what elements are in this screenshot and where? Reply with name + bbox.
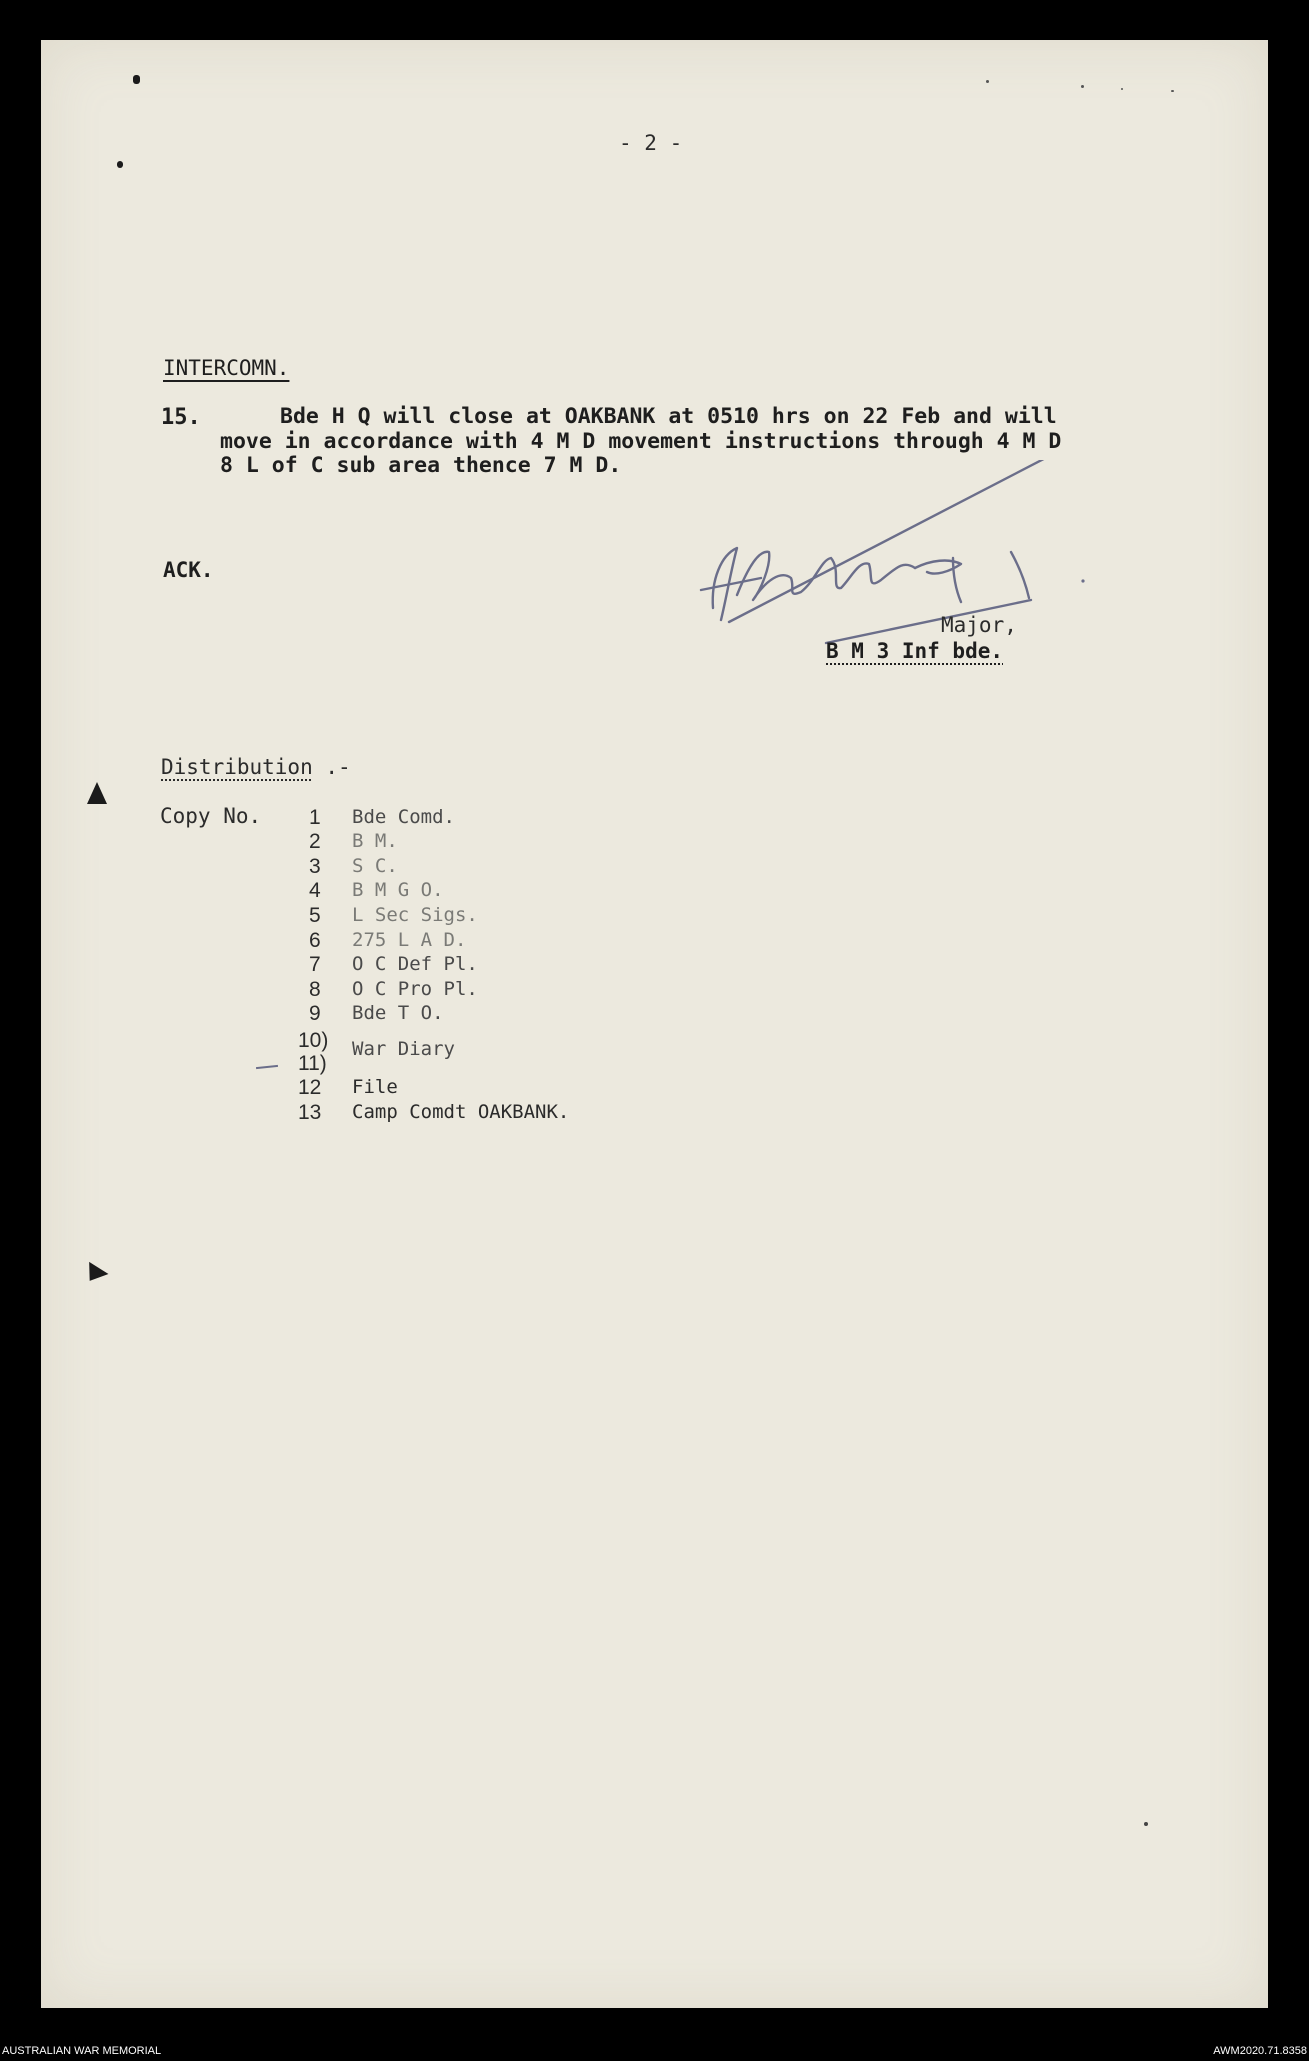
ink-speck (1144, 1822, 1148, 1826)
signatory-rank: Major, (941, 613, 1017, 637)
copy-recipient: O C Pro Pl. (352, 978, 478, 1000)
paragraph-line-1: Bde H Q will close at OAKBANK at 0510 hrs on 22 Feb and will (280, 404, 1057, 429)
paragraph-line-3: 8 L of C sub area thence 7 M D. (220, 453, 622, 478)
copy-recipient: Bde Comd. (352, 806, 455, 828)
copy-number: 2 (309, 830, 321, 853)
copy-recipient: O C Def Pl. (352, 953, 478, 975)
footer-institution: AUSTRALIAN WAR MEMORIAL (2, 2045, 162, 2057)
handwritten-signature (691, 460, 1111, 663)
copy-number: 12 (298, 1076, 322, 1099)
copy-number: 4 (309, 879, 321, 902)
copy-number: 5 (309, 904, 321, 927)
copy-number: 7 (309, 953, 321, 976)
copy-recipient: Bde T O. (352, 1002, 444, 1024)
copy-recipient: File (352, 1076, 398, 1098)
distribution-heading (161, 757, 351, 778)
punch-mark-mid (87, 782, 107, 804)
footer-reference: AWM2020.71.8358 (1213, 2045, 1307, 2057)
copy-number: 11) (298, 1052, 327, 1075)
punch-mark-small (117, 161, 123, 168)
ink-speck (1081, 85, 1084, 88)
copy-recipient: B M G O. (352, 879, 444, 901)
paragraph-line-2: move in accordance with 4 M D movement instructions through 4 M D (220, 429, 1062, 454)
copy-recipient: 275 L A D. (352, 929, 467, 951)
distribution-heading-text: Distribution (161, 755, 313, 779)
copy-number: 8 (309, 978, 321, 1001)
pencil-tick-mark (256, 1065, 278, 1069)
distribution-heading-suffix: .- (312, 755, 351, 779)
signatory-appointment: B M 3 Inf bde. (826, 639, 1004, 663)
punch-mark-low (84, 1257, 109, 1281)
copy-recipient: Camp Comdt OAKBANK. (352, 1101, 570, 1123)
paragraph-number: 15. (161, 405, 201, 430)
copy-number: 3 (309, 855, 321, 878)
copy-number: 1 (309, 806, 321, 829)
punch-mark-top (133, 75, 140, 84)
copy-number-label: Copy No. (160, 804, 262, 828)
document-page (41, 40, 1268, 2008)
copy-number: 10) (298, 1029, 329, 1052)
ack-label: ACK. (163, 558, 214, 582)
page-number: - 2 - (619, 131, 683, 155)
copy-recipient: B M. (352, 830, 398, 852)
copy-number: 13 (298, 1101, 322, 1124)
ink-speck (1121, 88, 1123, 90)
copy-number: 6 (309, 929, 321, 952)
ink-speck (986, 80, 989, 83)
copy-recipient: L Sec Sigs. (352, 904, 478, 926)
copy-number: 9 (309, 1002, 321, 1025)
ink-speck (1171, 90, 1174, 92)
copy-recipient: War Diary (352, 1038, 455, 1060)
copy-recipient: S C. (352, 855, 398, 877)
section-heading: INTERCOMN. (163, 356, 290, 380)
